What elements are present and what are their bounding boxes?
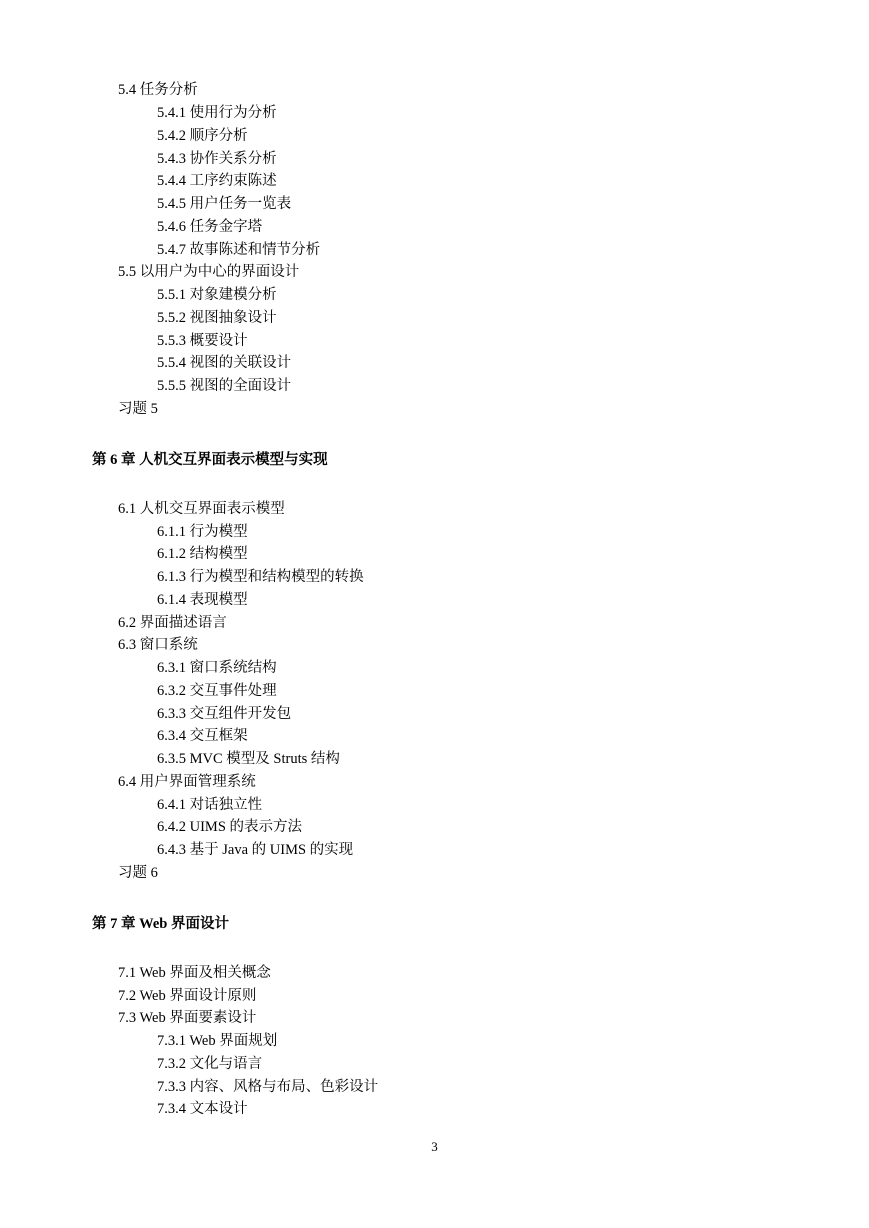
toc-subsection-5-4-7: 5.4.7 故事陈述和情节分析 <box>157 242 321 258</box>
toc-exercises-6: 习题 6 <box>118 865 158 881</box>
toc-subsection-6-1-4: 6.1.4 表现模型 <box>157 592 248 608</box>
toc-subsection-6-1-2: 6.1.2 结构模型 <box>157 546 248 562</box>
toc-subsection-7-3-1: 7.3.1 Web 界面规划 <box>157 1033 278 1049</box>
toc-subsection-6-4-2: 6.4.2 UIMS 的表示方法 <box>157 819 303 835</box>
toc-subsection-5-4-2: 5.4.2 顺序分析 <box>157 128 248 144</box>
toc-section-6-4: 6.4 用户界面管理系统 <box>118 774 256 790</box>
toc-section-7-2: 7.2 Web 界面设计原则 <box>118 988 257 1004</box>
toc-subsection-7-3-4: 7.3.4 文本设计 <box>157 1101 248 1117</box>
toc-subsection-5-5-2: 5.5.2 视图抽象设计 <box>157 310 277 326</box>
toc-subsection-7-3-2: 7.3.2 文化与语言 <box>157 1056 263 1072</box>
toc-section-6-3: 6.3 窗口系统 <box>118 637 198 653</box>
toc-section-7-1: 7.1 Web 界面及相关概念 <box>118 965 271 981</box>
toc-subsection-5-4-4: 5.4.4 工序约束陈述 <box>157 173 277 189</box>
toc-subsection-7-3-3: 7.3.3 内容、风格与布局、色彩设计 <box>157 1079 379 1095</box>
toc-subsection-6-4-1: 6.4.1 对话独立性 <box>157 797 263 813</box>
toc-section-6-2: 6.2 界面描述语言 <box>118 615 227 631</box>
toc-subsection-5-5-5: 5.5.5 视图的全面设计 <box>157 378 292 394</box>
toc-section-5-4: 5.4 任务分析 <box>118 82 198 98</box>
toc-subsection-6-1-1: 6.1.1 行为模型 <box>157 524 248 540</box>
toc-chapter-6: 第 6 章 人机交互界面表示模型与实现 <box>92 452 328 468</box>
toc-exercises-5: 习题 5 <box>118 401 158 417</box>
toc-subsection-6-4-3: 6.4.3 基于 Java 的 UIMS 的实现 <box>157 842 354 858</box>
toc-subsection-5-5-3: 5.5.3 概要设计 <box>157 333 248 349</box>
toc-subsection-5-4-5: 5.4.5 用户任务一览表 <box>157 196 292 212</box>
toc-section-5-5: 5.5 以用户为中心的界面设计 <box>118 264 300 280</box>
toc-chapter-7: 第 7 章 Web 界面设计 <box>92 916 229 932</box>
toc-section-7-3: 7.3 Web 界面要素设计 <box>118 1010 257 1026</box>
toc-subsection-6-3-1: 6.3.1 窗口系统结构 <box>157 660 277 676</box>
toc-subsection-5-5-1: 5.5.1 对象建模分析 <box>157 287 277 303</box>
toc-subsection-6-3-3: 6.3.3 交互组件开发包 <box>157 706 292 722</box>
toc-subsection-6-3-4: 6.3.4 交互框架 <box>157 728 248 744</box>
toc-subsection-5-5-4: 5.5.4 视图的关联设计 <box>157 355 292 371</box>
toc-subsection-5-4-6: 5.4.6 任务金字塔 <box>157 219 263 235</box>
toc-subsection-6-3-2: 6.3.2 交互事件处理 <box>157 683 277 699</box>
toc-subsection-6-3-5: 6.3.5 MVC 模型及 Struts 结构 <box>157 751 340 767</box>
toc-subsection-5-4-1: 5.4.1 使用行为分析 <box>157 105 277 121</box>
page-number: 3 <box>431 1139 438 1154</box>
toc-subsection-6-1-3: 6.1.3 行为模型和结构模型的转换 <box>157 569 364 585</box>
toc-section-6-1: 6.1 人机交互界面表示模型 <box>118 501 285 517</box>
toc-subsection-5-4-3: 5.4.3 协作关系分析 <box>157 151 277 167</box>
